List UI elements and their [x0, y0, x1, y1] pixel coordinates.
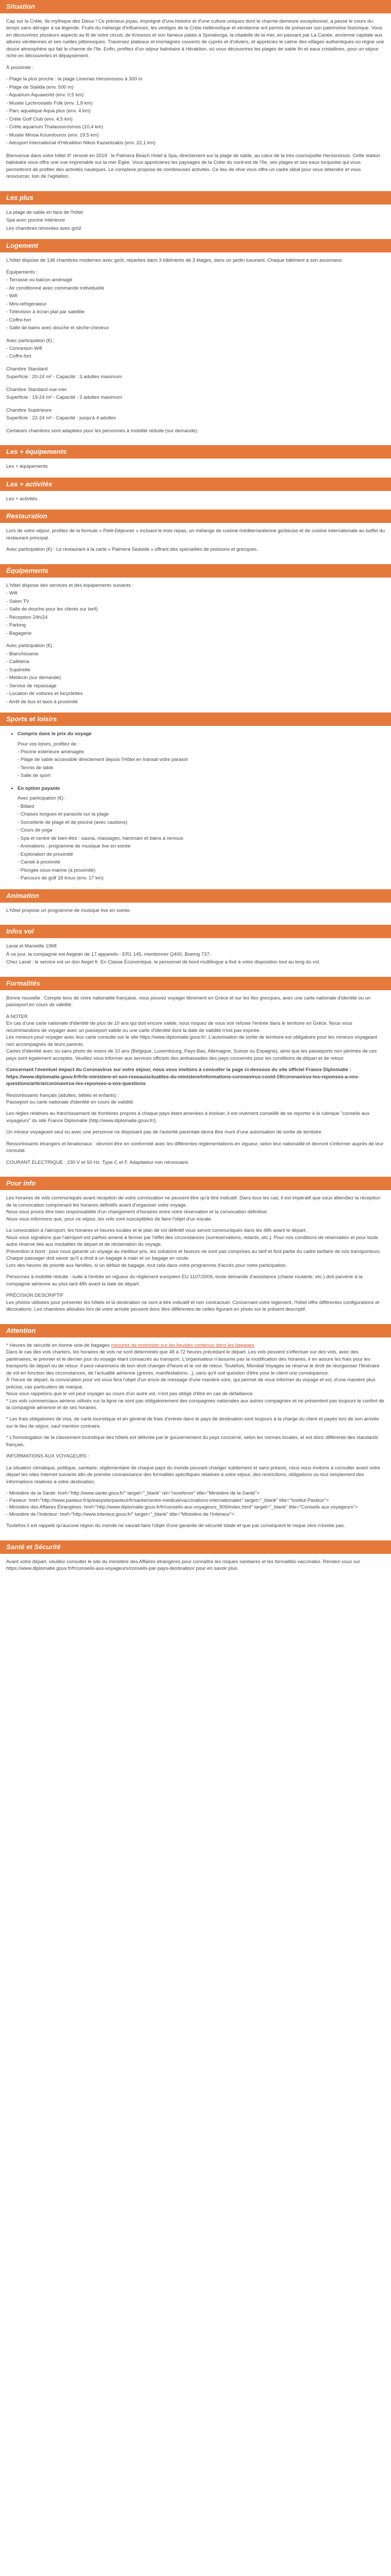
room-details: Superficie : 19-24 m² - Capacité : 3 adultes maximum: [6, 395, 122, 401]
section-sports: [0, 726, 391, 889]
attention-p1: [6, 1342, 385, 1412]
sports-paid-item: - Plongée sous-marine (à proximité): [18, 867, 96, 873]
equip-item: - Terrasse ou balcon aménagé: [6, 277, 73, 283]
paid-item: - Connexion Wifi: [6, 345, 42, 351]
equip-item: - Coffre-fort: [6, 317, 31, 323]
sports-item: - Plage de sable accessible directement depuis l'Hôtel en transat votre parasol: [18, 757, 188, 763]
nearby-item: - Plage la plus proche : la plage Limenas Hersonissou à 300 m: [6, 76, 143, 82]
section-pour-info: [0, 1190, 391, 1324]
infos-line: À ce jour, la compagnie est Aegean de 17 appareils - ER1 145, mentionner Q400, Boeing 737-: [6, 951, 211, 957]
section-animation: [0, 903, 391, 925]
section-formalites: [0, 990, 391, 1177]
nearby-item: - Crète Golf Club (env. 4,5 km): [6, 116, 73, 122]
sports-paid-item: - Sorcellerie de plage et de piscine (avec cautions): [18, 819, 127, 825]
equipement-item: - Parking: [6, 622, 26, 629]
logement-note: Certaines chambres sont adaptées pour les personnes à mobilité réduite (sur demande).: [6, 428, 199, 434]
attention-p2: * Les frais obligatoires de visa, de carte touristique et en général de frais d'entrée dans le pays de destination sont toujours à la charge du client et payés lors de son arrivée sur le lieu de séjour, sauf mention contraire.: [6, 1416, 381, 1429]
formalites-courant: COURANT ÉLECTRIQUE : 230 V et 50 Hz. Type C et F. Adaptateur non nécessaire.: [6, 1159, 190, 1165]
room-title: Chambre Supérieure: [6, 407, 52, 413]
nearby-item: - Parc aquatique Aqua plus (env. 4 km): [6, 108, 91, 114]
attention-p5: La situation climatique, politique, sanitaire, réglementaire de chaque pays du monde pouvant changer subitement et sans préavis, nous vous invitons à consulter avant votre départ les sites Internet suivants afin de prendre connaissance des formalités spécifiques relatives à votre séjour, des restrictions, obligations ou tout simplement des informations relatives à votre destination.: [6, 1465, 382, 1485]
plus-activites-line: Les + activités: [6, 496, 38, 502]
sports-paid-item: - Cours de yoga: [18, 827, 53, 834]
sports-optional: [6, 785, 385, 792]
sports-paid-item: - Canoë à proximité: [18, 859, 60, 866]
room-title: Chambre Standard vue mer: [6, 386, 67, 393]
section-header-equipements: Équipements: [0, 564, 391, 578]
pour-info-p4: PRÉCISION DESCRIPTIF Les photos utilisées pour présenter les hôtels et la destination ne sont à titre indicatif et non contractuel. Concernant votre logement, l'hôtel offre différentes configurations et décorations. Les chambres allouées lors de votre arrivée peuvent donc être différentes de celles figurant en photo sur le présent descriptif.: [6, 1293, 380, 1313]
section-plus-activites: [0, 491, 391, 510]
nearby-title: À proximité :: [6, 64, 34, 71]
room-title: Chambre Standard: [6, 366, 48, 372]
section-header-plus-activites: Les + activités: [0, 478, 391, 491]
formalites-p5: Les règles relatives au franchissement de frontières propres à chaque pays étant amenées à évoluer, il est vivement conseillé de se reporter à la rubrique "conseils aux voyageurs" du site France Diplomatie (http://www.diplomatie.gouv.fr/).: [6, 1111, 371, 1124]
sports-item: - Salle de sport: [18, 773, 51, 779]
attention-p4: INFORMATIONS AUX VOYAGEURS :: [6, 1453, 90, 1460]
equip-item: - Salle de bains avec douche et sèche-cheveux: [6, 325, 109, 331]
section-header-animation: Animation: [0, 889, 391, 903]
equipement-paid-item: - Location de voitures et bicyclettes: [6, 691, 83, 697]
section-attention: [0, 1337, 391, 1540]
equipements-intro: L'hôtel dispose des services et des équipements suivants :: [6, 582, 134, 588]
equipement-paid-item: - Supérette: [6, 667, 30, 673]
sports-included: [6, 731, 385, 737]
equipement-item: - Bagagerie: [6, 630, 32, 636]
equip-item: - Air conditionné avec commande individuelle: [6, 285, 105, 291]
sports-paid-item: - Exploration de proximité: [18, 851, 73, 857]
section-header-sports: Sports et loisirs: [0, 713, 391, 726]
section-plus-equipements: [0, 459, 391, 477]
sports-optional-list: [6, 795, 385, 882]
sports-paid-item: - Animations : programme de musique live en soirée: [18, 843, 131, 850]
sports-included-title: • Compris dans le prix du voyage: [18, 731, 385, 737]
restauration-p1: Lors de votre séjour, profitez de la formule « Petit-Déjeuner » incluant le trois repas, un mélange de cuisine méditerranéenne goûteuse et de cuisine internationale au buffet du restaurant principal.: [6, 528, 386, 541]
formalites-p7: Ressortissants étrangers et binationaux : devront être en conformité avec les différentes réglementations en vigueur, selon leur nationalité et devront s'informer auprès de leur consulat.: [6, 1141, 385, 1154]
room-details: Superficie : 22-24 m² - Capacité : jusqu'à 4 adultes: [6, 415, 117, 421]
sports-paid-item: Avec participation (€) :: [18, 795, 67, 802]
equip-item: - Mini-réfrigérateur: [6, 301, 47, 307]
section-header-plus-equipements: Les + équipements: [0, 445, 391, 459]
pour-info-p1: Les horaires de vols communiqués avant réception de votre convocation ne peuvent être qu'à titre indicatif. Dans tous les cas, il est impératif que vous attendiez la réception de la convocation comprenant les horaires définitifs avant d'organiser votre voyage. Nous vous prions être bien responsabilité d'un changement d'horaires entre votre réservation et la convocation définitive. Nous vous informons que, pour ce séjour, les vols sont susceptibles de faire l'objet d'un escale.: [6, 1195, 381, 1222]
section-header-situation: Situation: [0, 0, 391, 13]
formalites-p6: Un mineur voyageant seul ou avec une personne ne disposant pas de l'autorité parentale devra être muni d'une autorisation de sortie de territoire.: [6, 1129, 323, 1136]
nearby-item: - Plage de Stalida (env. 500 m): [6, 84, 74, 90]
nearby-item: - Aéroport International d'Héraklion Nikos Kazantzakis (env. 22,1 km): [6, 140, 156, 146]
section-header-pour-info: Pour info: [0, 1177, 391, 1190]
equipement-item: - Réception 24h/24: [6, 614, 48, 620]
formalites-p2: A NOTER En cas d'une carte nationale d'identité de plus de 10 ans qui doit encore valide, vous risquez de vous voir refuser l'entrée dans le territoire en Grèce. Nous vous recommandons de voyager avec un passeport valide ou une carte d'identité dont la date de validité n'est pas expirée. Les mineurs pour voyager avec leur carte consulte sur le site https://www.diplomatie.gouv.fr/. L'autorisation de sortie de territoire est obligatoire pour les mineurs voyageant non accompagnés de leurs parents. Cartes d'identité avec ou sans photo de moins de 10 ans (Belgique, Luxembourg, Pays-Bas, Allemagne, Suisse ou Espagne), ainsi que les passeports non périmés de ces pays sont également acceptés. Veuillez vous informer aux services officiels des ambassades des pays concernés pour les conditions de départ et de retour.: [6, 1013, 378, 1061]
equip-item: - Télévision à écran plat par satellite: [6, 309, 85, 315]
section-header-restauration: Restauration: [0, 510, 391, 523]
equipement-item: - Salle de douche pour les clients sur tarif): [6, 606, 98, 613]
equipement-paid-item: - Cafétéria: [6, 659, 29, 665]
section-header-les-plus: Les plus: [0, 191, 391, 205]
nearby-item: - Musée Minoa Koundouros (env. 19,5 km): [6, 132, 99, 138]
nearby-item: - Musée Lychnostatis Folk (env. 1,8 km): [6, 100, 93, 106]
equipement-paid-item: - Médecin (sur demande): [6, 675, 61, 681]
attention-p6: - Ministère de la Santé: href="http://www.sante.gouv.fr/" target="_blank" rel="noreferrer" title="Ministère de la Santé"> - Pasteur: href="http://www.pasteur.fr/ip/easysite/pasteur/fr/sante/centre-medical/vaccinations-internationales" target="_blank" title="Institut Pasteur"> - Ministère des Affaires Étrangères: href="http://www.diplomatie.gouv.fr/fr/conseils-aux-voyageurs_909/index.html" target="_blank" title="Conseils aux voyageurs"> - Ministère de l'Intérieur: href="http://www.interieur.gouv.fr/" target="_blank" title="Ministère de l'Intérieur">: [6, 1490, 358, 1517]
equipement-item: - Wifi: [6, 590, 18, 597]
section-restauration: [0, 523, 391, 564]
attention-p1-b: . Dans le cas des vols charters, les horaires de vols ne sont déterminés que 48 à 72 heures précédant le départ. Les vols peuvent s'effectuer sur des vols, avec des partenaires, le premier et le dernier jour du voyage étant consacrés au transport. L'organisateur n'assume pas la modification des horaires, il en assure les frais pour les transports de départ ou de retour. Il peut néanmoins de bon droit changer d'heure et le vol de retour. Toutefois, Mondial Voyages se réserve le droit de réorganiser l'itinéraire de vol en fonction des circonstances, de l'actualité aérienne (grèves, manifestations...), sans qu'il soit question d'être pour le client une conséquence. À l'heure de départ, la convocation pour vol vous fera l'objet d'un envoi de message d'une manière sûre, qui permet de vous informer du voyage et vol, d'une manière plus précise, cas particuliers de marque. Nous vous rappelons que le vol peut voyager au cours d'un autre vol, n'est pas obligé d'être en cas de défaillance. * Les vols commerciaux aériens utilisés sur la ligne ne sont pas obligatoirement des compagnies nationales aux autres compagnies et ne présentent pas toujours le confort de la compagnie aérienne et de ses horaires.: [6, 1342, 384, 1411]
sports-paid-item: - Chaises longues et parasols sur la plage: [18, 811, 109, 818]
plus-item: La plage de sable en face de l'hôtel: [6, 209, 84, 215]
equipement-paid-item: - Blanchisserie: [6, 651, 39, 657]
sports-item: - Tennis de table: [18, 765, 54, 771]
paid-item: - Coffre-fort: [6, 353, 31, 360]
pour-info-p3: Personnes à mobilité réduite : suite à l'entrée en vigueur du règlement européen EU 1107/2006, toute demande d'assistance (chaise roulante, etc.) doit parvenir à la compagnie aérienne au plus tard 48h avant la date de départ.: [6, 1274, 364, 1287]
sports-included-list: [6, 741, 385, 779]
infos-line: Chez Laval : le service est un don Aeget fr. En Classe Économique, le personnel de bord multilingue a fixé à votre disposition tout au long du vol.: [6, 959, 320, 965]
attention-p1-a: * Heures de sécurité en bonne voie de bagages: [6, 1342, 111, 1348]
nearby-item: - Crète aquarium Thalassocosmos (10,4 km): [6, 124, 103, 130]
sports-item: - Piscine extérieure aménagée: [18, 749, 84, 755]
animation-text: L'hôtel propose un programme de musique live en soirée.: [6, 907, 132, 913]
equipements-paid-title: Avec participation (€) :: [6, 643, 55, 649]
logement-intro: L'hôtel dispose de 136 chambres modernes avec goût, réparties dans 3 bâtiments de 3 étages, dans un jardin luxuriant. Chaque bâtiment a son ascenseur.: [6, 258, 343, 264]
situation-intro: Cap sur la Crète, île mythique des Dieux ! Ce précieux joyau, imprégné d'une histoire et d'une culture uniques dont le charme demeure exceptionnel, a passé le cours du temps sans déroger à sa légende. Fruits du mélange d'influences, les vestiges de la Crète hellénistique et vénitienne ont permis de préserver son patrimoine historique. Vous en découvrirez plusieurs aspects au fil de votre circuit, de Knossos et son fameux palais à Spinalonga, la citadelle de la mer, en passant par La Canée, ancienne capitale aux allures vénitiennes et ses ruelles pittoresques. Traversez plateaux et montagnes couverts de cyprès et d'oliviers, et appréciez le calme des villages authentiques où règne une douce atmosphère qui fait le charme de l'île. Enfin, profitez d'un séjour balnéaire à Héraklion, où vous découvrirez les plages de sable fin et eaux cristallines, pour un séjour riche en découvertes et dépaysement.: [6, 19, 386, 59]
sante-p1: Avant votre départ, veuillez consulter le site du ministère des Affaires étrangères pour connaître les risques sanitaires et les formalités vaccinales. Rendez-vous sur https://www.diplomatie.gouv.fr/fr/conseils-aux-voyageurs/conseils-par-pays-destination/ pour en savoir plus.: [6, 1558, 362, 1572]
formalites-p1: Bonne nouvelle : Compte tenu de votre nationalité française, vous pouvez voyager librement en Grèce et sur les îles grecques, avec une carte nationale d'identité ou un passeport en cours de validité.: [6, 995, 372, 1008]
plus-equipements-line: Les + équipements: [6, 464, 48, 470]
equipement-paid-item: - Service de repassage: [6, 683, 57, 689]
infos-line: Laval et Marseille 1968: [6, 943, 57, 950]
plus-item: Les chambres rénovées avec goût: [6, 225, 82, 231]
attention-p7: Toutefois il est rappelé qu'aucune région du monde ne saurait faire l'objet d'une garantie de sécurité totale et que par conséquent le risque zéro n'existe pas.: [6, 1523, 345, 1529]
section-header-attention: Attention: [0, 1324, 391, 1337]
liquids-restriction-link[interactable]: mesures de restriction sur les liquides contenus dans les bagages: [111, 1342, 254, 1348]
formalites-p4: Ressortissants français (adultes, bébés et enfants) : Passeport ou carte nationale d'identité en cours de validité.: [6, 1092, 135, 1105]
formalites-covid: Concernant l'éventuel impact du Coronavirus sur votre séjour, nous vous invitons à consulter la page ci-dessous du site officiel France Diplomatie : https://www.diplomatie.gouv.fr/fr/le-ministere-et-son-reseau/actualites-du-ministere/informations-coronavirus-covid-19/coronavirus-les-reponses-a-vos-questions/article/coronavirus-les-reponses-a-vos-questions: [6, 1067, 360, 1087]
section-infos-vol: [0, 938, 391, 976]
section-equipements: [0, 578, 391, 713]
sports-optional-title: • En option payante: [18, 785, 385, 792]
section-header-logement: Logement: [0, 239, 391, 252]
section-les-plus: [0, 205, 391, 239]
equip-item: - Wifi: [6, 293, 18, 299]
section-header-formalites: Formalités: [0, 977, 391, 990]
sports-paid-item: - Billard: [18, 803, 35, 809]
sports-paid-item: - Spa et centre de bien-être : sauna, massages, hammam et bains à remous: [18, 835, 184, 841]
section-header-sante: Santé et Sécurité: [0, 1540, 391, 1554]
section-logement: [0, 252, 391, 445]
section-header-infos-vol: Infos vol: [0, 925, 391, 938]
nearby-item: - Aquarium Aquaworld (env. 0,5 km): [6, 92, 84, 98]
equip-title: Équipements :: [6, 269, 38, 275]
paid-title: Avec participation (€) :: [6, 337, 55, 344]
sports-item: Pour vos loisirs, profitez de :: [18, 741, 79, 747]
restauration-p2: Avec participation (€) : Le restaurant à la carte « Palmera Seaside » offrant des spécialités de poissons et grecques.: [6, 547, 258, 553]
section-situation: [0, 13, 391, 191]
equipement-paid-item: - Arrêt de bus et taxis à proximité: [6, 699, 78, 705]
plus-item: Spa avec piscine intérieure: [6, 217, 66, 224]
equipement-item: - Salon TV: [6, 598, 29, 604]
sports-paid-item: - Parcours de golf 18 trous (env. 17 km): [18, 875, 104, 882]
pour-info-p2: La convocation à l'aéroport, les horaires et heures locales et le plan de vol définitif vous seront communiqués dans les 48h avant le départ. Nous vous signalons que l'aéroport est parfois amené à fermer par l'effet des circonstances (surréservations, retards, etc.). Pour nos conditions de réservation et pour toute autre réserve liée aux modalités de départ et de réclamation du voyage. Prévention à bord : pour nous garantir un voyage au meilleur prix, les solutions et faveurs ne sont pas comprises au tarif et font partie du cadre tarifaire de nos transporteurs. Chaque passager doit savoir qu'il a droit à un bagage à main et un bagage en soute. Lors des heures de priorité aux familles, si un défaut de bagage, tout cela dans votre programme d'accès pour notre participation.: [6, 1228, 381, 1268]
situation-hotel: Bienvenue dans votre hôtel 4* rénové en 2019 : le Palmera Beach Hotel à Spa, directement sur la plage de sable, au cœur de la très cosmopolite Hersonissos. Cette station balnéaire vous offre une vue imprenable sur la mer Égée. Vous apprécierez les paysages de la Crète du nord-est de l'île, ses plages et ses eaux turquoise qui vous permettront de profiter des activités nautiques. Le complexe propose de nombreuses activités. Ce lieu de rêve vous offre un cadre idéal pour vous détendre et vous ressourcer, loin de l'agitation.: [6, 152, 382, 180]
section-sante: [0, 1554, 391, 1583]
attention-p3: * L'homologation de la classement touristique des hôtels est délivrée par le gouvernement du pays concerné, selon les normes locales, et est donc différente des standards français.: [6, 1435, 380, 1448]
room-details: Superficie : 20-24 m² - Capacité : 3 adultes maximum: [6, 374, 122, 380]
nearby-list: [6, 76, 385, 146]
